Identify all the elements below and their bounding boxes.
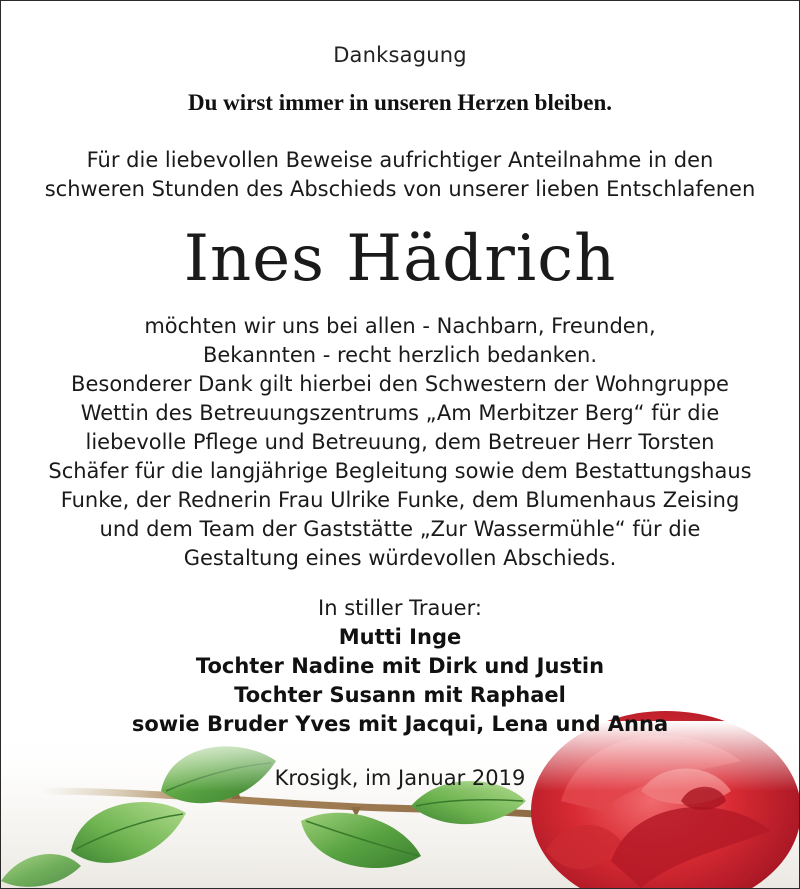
body-line: und dem Team der Gaststätte „Zur Wassermühle“ für die	[99, 517, 701, 541]
place-date: Krosigk, im Januar 2019	[274, 766, 526, 790]
body-line: Funke, der Rednerin Frau Ulrike Funke, dem Blumenhaus Zeising	[60, 488, 740, 512]
body-line: Besonderer Dank gilt hierbei den Schwestern der Wohngruppe	[71, 372, 729, 396]
notice-kicker: Danksagung	[333, 43, 467, 67]
mourner-name: sowie Bruder Yves mit Jacqui, Lena und Anna	[131, 712, 669, 736]
mourning-label: In stiller Trauer:	[318, 596, 482, 620]
mourner-name: Tochter Susann mit Raphael	[234, 683, 566, 707]
body-line: Wettin des Betreuungszentrums „Am Merbitzer Berg“ für die	[80, 401, 720, 425]
intro-line: Für die liebevollen Beweise aufrichtiger Anteilnahme in den	[86, 148, 714, 172]
mourner-name: Tochter Nadine mit Dirk und Justin	[195, 654, 605, 678]
body-line: liebevolle Pflege und Betreuung, dem Betreuer Herr Torsten	[85, 430, 715, 454]
body-line: Gestaltung eines würdevollen Abschieds.	[183, 546, 617, 570]
mourner-name: Mutti Inge	[338, 625, 462, 649]
body-line: Bekannten - recht herzlich bedanken.	[202, 343, 598, 367]
intro-line: schweren Stunden des Abschieds von unserer lieben Entschlafenen	[44, 177, 756, 201]
deceased-name: Ines Hädrich	[183, 222, 617, 296]
body-line: Schäfer für die langjährige Begleitung sowie dem Bestattungshaus	[48, 459, 752, 483]
body-line: möchten wir uns bei allen - Nachbarn, Freunden,	[144, 314, 656, 338]
notice-motto: Du wirst immer in unseren Herzen bleiben.	[188, 90, 612, 115]
